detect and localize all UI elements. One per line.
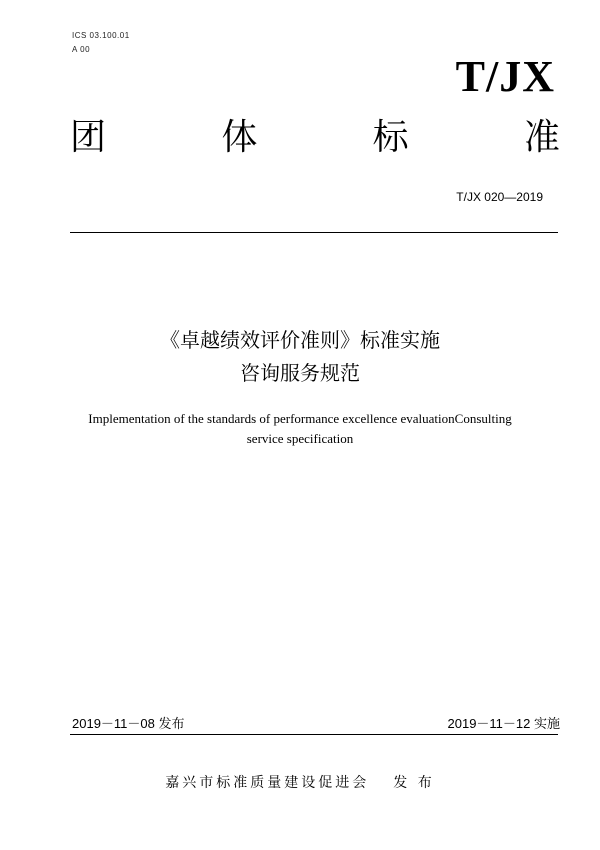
implementation-date: 2019－11－12 实施 [447,716,560,731]
english-title-line-1: Implementation of the standards of performance excellence evaluationConsulting [88,411,512,426]
standard-type-heading [70,116,560,160]
english-title-line-2: service specification [246,431,354,446]
standard-type-char: 团 [70,117,107,158]
header-divider [70,232,558,233]
ics-code: ICS 03.100.01 [72,31,130,40]
publisher-line [0,773,600,793]
issue-date: 2019－11－08 发布 [72,716,185,731]
ccs-code: A 00 [72,45,91,54]
chinese-title-line-1: 《卓越绩效评价准则》标准实施 [160,328,440,352]
chinese-title-line-2: 咨询服务规范 [240,361,360,385]
standard-number: T/JX 020—2019 [456,190,543,204]
publisher-name: 嘉兴市标准质量建设促进会 [165,775,370,791]
standard-type-char: 标 [372,117,409,158]
standard-type-char: 准 [523,117,560,158]
footer-divider [70,734,558,735]
publish-action: 发 布 [393,775,435,791]
standard-type-char: 体 [221,117,258,158]
standard-logo: T/JX [455,52,555,101]
